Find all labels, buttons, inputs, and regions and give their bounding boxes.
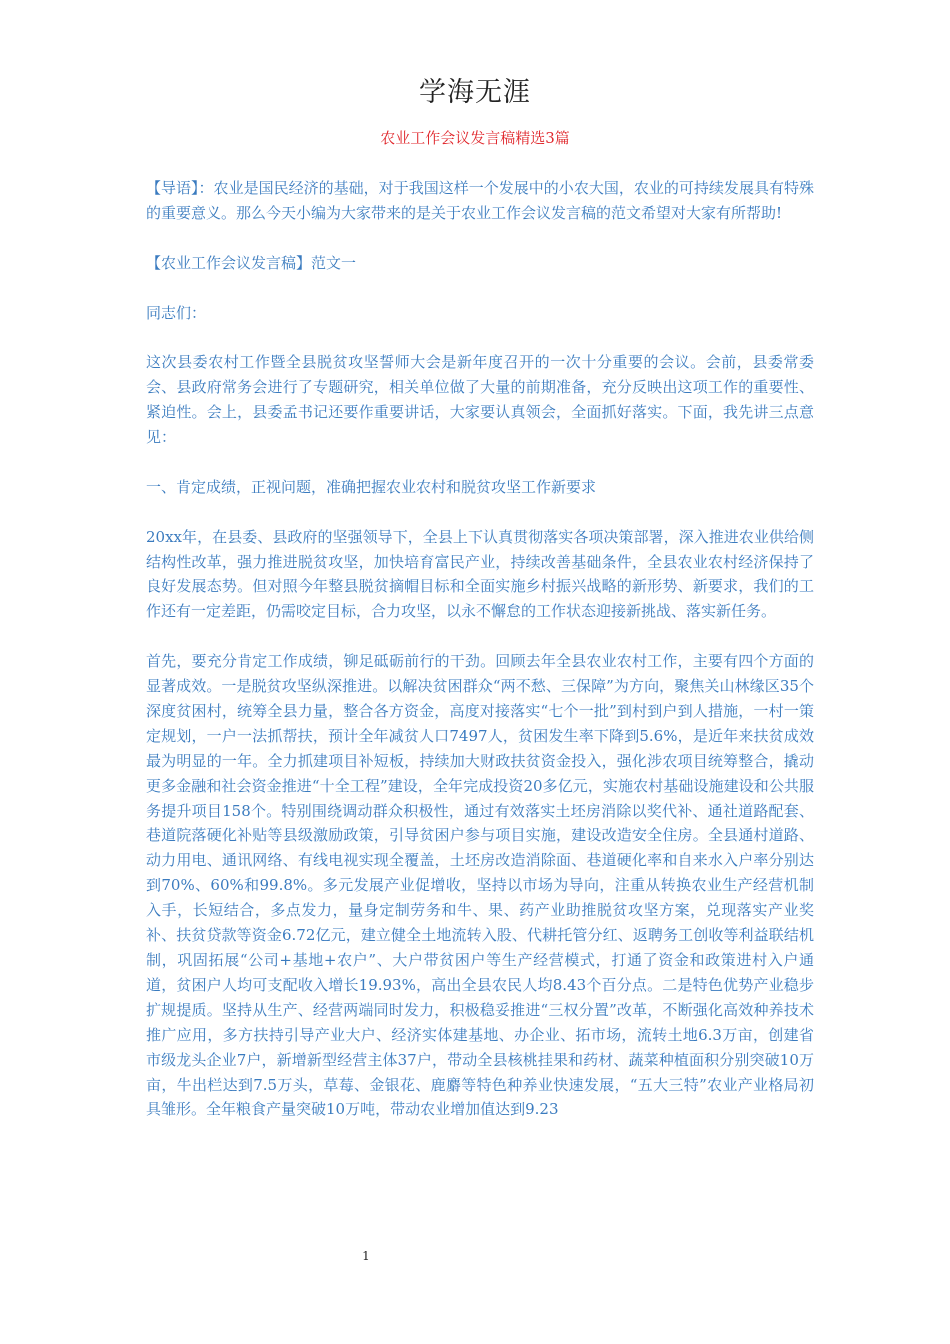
- salutation: 同志们：: [146, 303, 207, 322]
- page-header-title: 学海无涯: [419, 77, 531, 108]
- body-paragraph: 20xx年，在县委、县政府的坚强领导下，全县上下认真贯彻落实各项决策部署，深入推进农业供给侧结构性改革，强力推进脱贫攻坚，加快培育富民产业，持续改善基础条件，全县农业农村经济保持了良好发展态势。但对照今年整县脱贫摘帽目标和全面实施乡村振兴战略的新形势、新要求，我们的工作还有一定差距，仍需咬定目标，合力攻坚，以永不懈怠的工作状态迎接新挑战、落实新任务。: [146, 527, 814, 621]
- body-paragraph: 这次县委农村工作暨全县脱贫攻坚誓师大会是新年度召开的一次十分重要的会议。会前，县委常委会、县政府常务会进行了专题研究，相关单位做了大量的前期准备，充分反映出这项工作的重要性、紧迫性。会上，县委孟书记还要作重要讲话，大家要认真领会，全面抓好落实。下面，我先讲三点意见：: [146, 353, 814, 447]
- page-number: 1: [362, 1249, 370, 1263]
- intro-paragraph: 【导语】：农业是国民经济的基础，对于我国这样一个发展中的小农大国，农业的可持续发展具有特殊的重要意义。那么今天小编为大家带来的是关于农业工作会议发言稿的范文希望对大家有所帮助!: [146, 179, 814, 222]
- document-title: 农业工作会议发言稿精选3篇: [380, 129, 570, 147]
- body-paragraph: 首先，要充分肯定工作成绩，铆足砥砺前行的干劲。回顾去年全县农业农村工作，主要有四个方面的显著成效。一是脱贫攻坚纵深推进。以解决贫困群众“两不愁、三保障”为方向，聚焦关山林缘区35个深度贫困村，统筹全县力量，整合各方资金，高度对接落实“七个一批”到村到户到人措施，一村一策定规划，一户一法抓帮扶，预计全年减贫人口7497人，贫困发生率下降到5.6%，是近年来扶贫成效最为明显的一年。全力抓建项目补短板，持续加大财政扶贫资金投入，强化涉农项目统筹整合，撬动更多金融和社会资金推进“十全工程”建设，全年完成投资20多亿元，实施农村基础设施建设和公共服务提升项目158个。特别围绕调动群众积极性，通过有效落实土坯房消除以奖代补、通社道路配套、巷道院落硬化补贴等县级激励政策，引导贫困户参与项目实施，建设改造安全住房。全县通村道路、动力用电、通讯网络、有线电视实现全覆盖，土坯房改造消除面、巷道硬化率和自来水入户率分别达到70%、60%和99.8%。多元发展产业促增收，坚持以市场为导向，注重从转换农业生产经营机制入手，长短结合，多点发力，量身定制劳务和牛、果、药产业助推脱贫攻坚方案，兑现落实产业奖补、扶贫贷款等资金6.72亿元，建立健全土地流转入股、代耕托管分红、返聘务工创收等利益联结机制，巩固拓展“公司+基地+农户”、大户带贫困户等生产经营模式，打通了资金和政策进村入户通道，贫困户人均可支配收入增长19.93%，高出全县农民人均8.43个百分点。二是特色优势产业稳步扩规提质。坚持从生产、经营两端同时发力，积极稳妥推进“三权分置”改革，不断强化高效种养技术推广应用，多方扶持引导产业大户、经济实体建基地、办企业、拓市场，流转土地6.3万亩，创建省市级龙头企业7户，新增新型经营主体37户，带动全县核桃挂果和药材、蔬菜种植面积分别突破10万亩，牛出栏达到7.5万头，草莓、金银花、鹿麝等特色种养业快速发展，“五大三特”农业产业格局初具雏形。全年粮食产量突破10万吨，带动农业增加值达到9.23: [146, 652, 814, 1119]
- subsection-heading: 一、肯定成绩，正视问题，准确把握农业农村和脱贫攻坚工作新要求: [146, 477, 597, 496]
- section-heading: 【农业工作会议发言稿】范文一: [146, 253, 357, 272]
- document-body: [146, 176, 814, 1122]
